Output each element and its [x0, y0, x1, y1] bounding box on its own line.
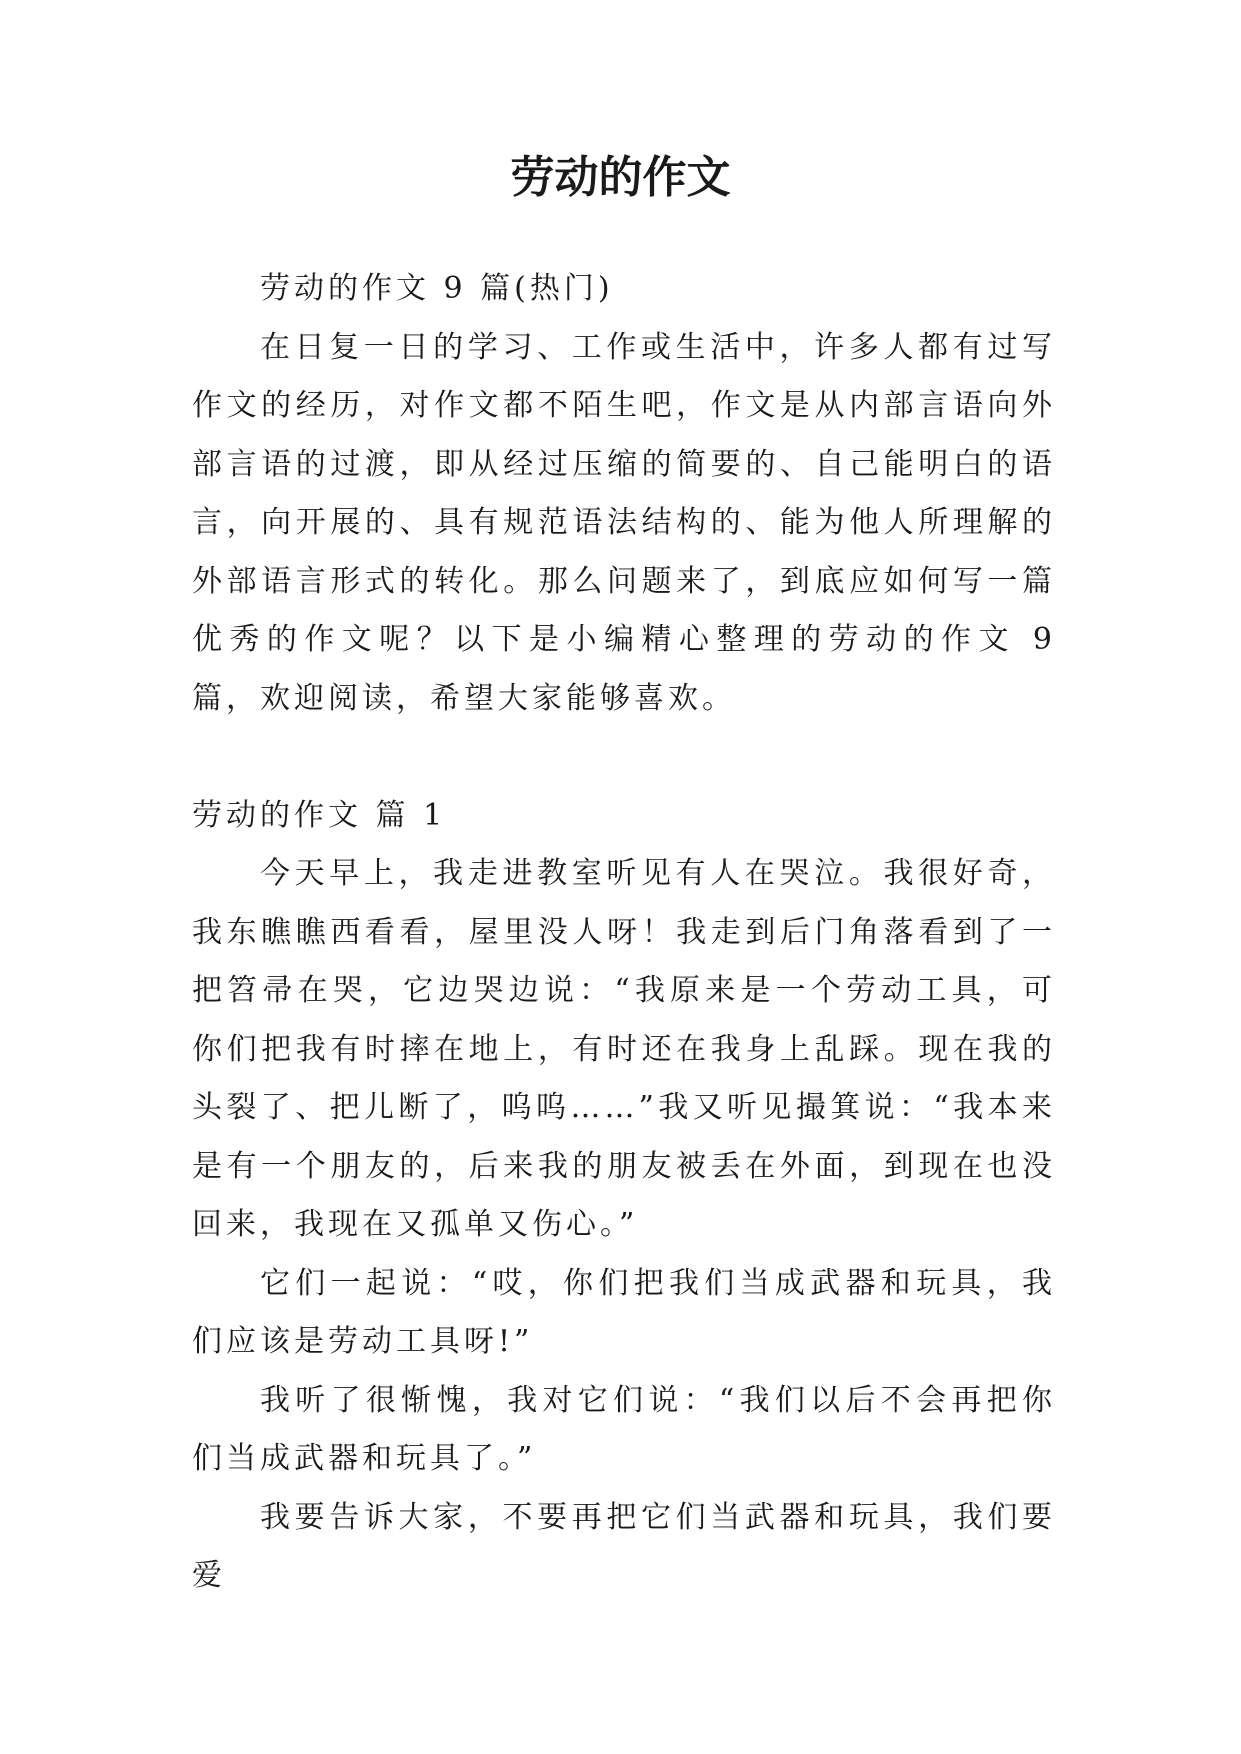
body-paragraph: 今天早上，我走进教室听见有人在哭泣。我很好奇，我东瞧瞧西看看，屋里没人呀！我走到后门角落看到了一把笤帚在哭，它边哭边说：“我原来是一个劳动工具，可你们把我有时摔在地上，有时还在我身上乱踩。现在我的头裂了、把儿断了，呜呜……”我又听见撮箕说：“我本来是有一个朋友的，后来我的朋友被丢在外面，到现在也没回来，我现在又孤单又伤心。” [192, 856, 1056, 1242]
document-title: 劳动的作文 [510, 152, 731, 203]
document-body [192, 260, 1056, 1606]
body-paragraph: 我要告诉大家，不要再把它们当武器和玩具，我们要爱 [192, 1499, 1056, 1593]
body-paragraph: 我听了很惭愧，我对它们说：“我们以后不会再把你们当成武器和玩具了。” [192, 1382, 1056, 1476]
section-heading: 劳动的作文 篇 1 [192, 797, 447, 833]
intro-paragraph: 在日复一日的学习、工作或生活中，许多人都有过写作文的经历，对作文都不陌生吧，作文是从内部言语向外部言语的过渡，即从经过压缩的简要的、自己能明白的语言，向开展的、具有规范语法结构的、能为他人所理解的外部语言形式的转化。那么问题来了，到底应如何写一篇优秀的作文呢？以下是小编精心整理的劳动的作文 9 篇，欢迎阅读，希望大家能够喜欢。 [192, 329, 1056, 716]
body-paragraph: 它们一起说：“哎，你们把我们当成武器和玩具，我们应该是劳动工具呀!” [192, 1265, 1056, 1359]
document-subtitle: 劳动的作文 9 篇(热门) [260, 271, 614, 306]
